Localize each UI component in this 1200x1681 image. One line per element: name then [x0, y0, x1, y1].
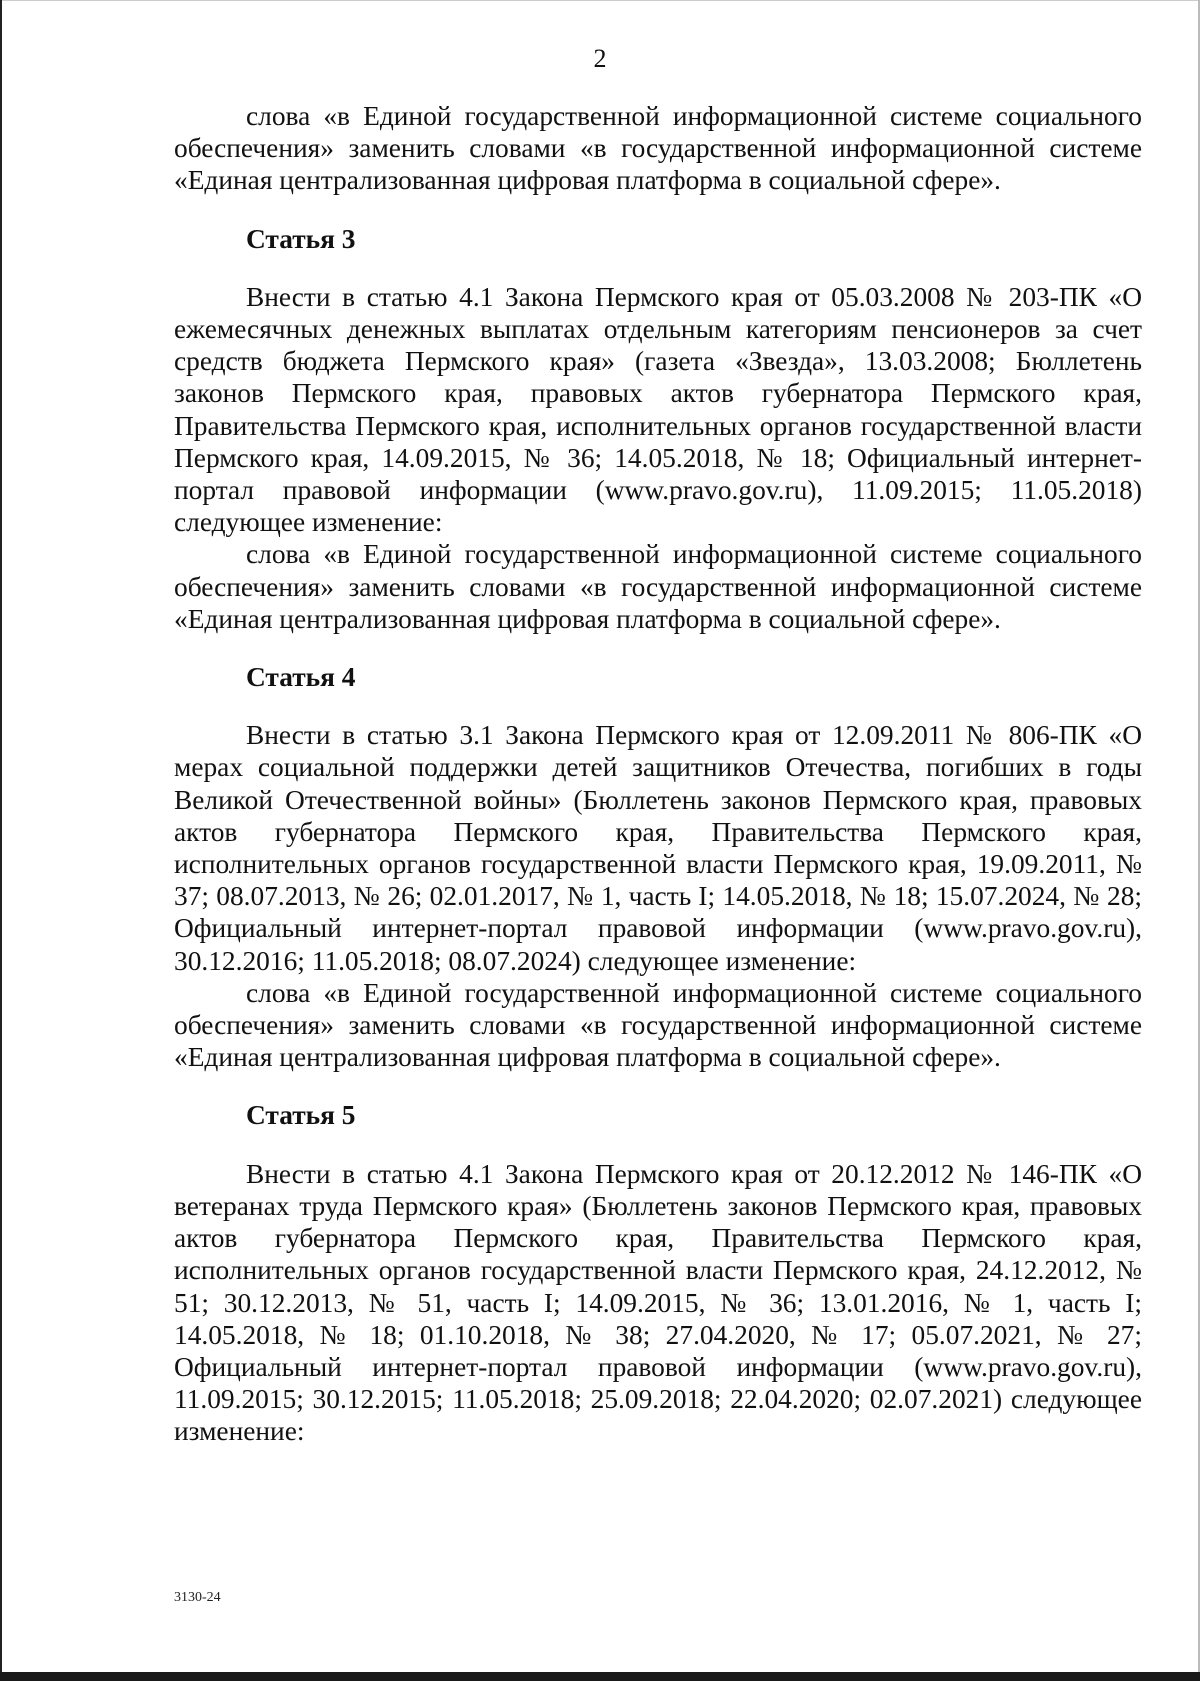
scan-edge-bottom: [0, 1672, 1200, 1681]
spacer: [174, 1073, 1142, 1099]
paragraph: слова «в Единой государственной информационной системе социального обеспечения» заменить словами «в государственной информационной системе «Единая централизованная цифровая платформа в социальной сфере».: [174, 101, 1142, 196]
scan-edge-top: [0, 0, 1200, 1]
spacer: [174, 197, 1142, 223]
document-code: 3130-24: [174, 1590, 221, 1605]
spacer: [174, 255, 1142, 281]
scan-edge-left: [0, 0, 2, 1681]
article-heading: Статья 4: [246, 662, 356, 693]
article-heading: Статья 5: [246, 1100, 356, 1131]
paragraph: слова «в Единой государственной информационной системе социального обеспечения» заменить словами «в государственной информационной системе «Единая централизованная цифровая платформа в социальной сфере».: [174, 539, 1142, 634]
paragraph: Внести в статью 3.1 Закона Пермского края от 12.09.2011 № 806-ПК «О мерах социальной поддержки детей защитников Отечества, погибших в годы Великой Отечественной войны» (Бюллетень законов Пермского края, правовых актов губернатора Пермского края, Правительства Пермского края, исполнительных органов государственной власти Пермского края, 19.09.2011, № 37; 08.07.2013, № 26; 02.01.2017, № 1, часть I; 14.05.2018, № 18; 15.07.2024, № 28; Официальный интернет-портал правовой информации (www.pravo.gov.ru), 30.12.2016; 11.05.2018; 08.07.2024) следующее изменение:: [174, 720, 1142, 976]
spacer: [174, 635, 1142, 661]
paragraph: Внести в статью 4.1 Закона Пермского края от 05.03.2008 № 203-ПК «О ежемесячных денежных выплатах отдельным категориям пенсионеров за счет средств бюджета Пермского края» (газета «Звезда», 13.03.2008; Бюллетень законов Пермского края, правовых актов губернатора Пермского края, Правительства Пермского края, исполнительных органов государственной власти Пермского края, 14.09.2015, № 36; 14.05.2018, № 18; Официальный интернет-портал правовой информации (www.pravo.gov.ru), 11.09.2015; 11.05.2018) следующее изменение:: [174, 281, 1142, 538]
spacer: [174, 693, 1142, 719]
page-number: 2: [593, 44, 607, 73]
spacer: [174, 1132, 1142, 1158]
paragraph: Внести в статью 4.1 Закона Пермского края от 20.12.2012 № 146-ПК «О ветеранах труда Пермского края» (Бюллетень законов Пермского края, правовых актов губернатора Пермского края, Правительства Пермского края, исполнительных органов государственной власти Пермского края, 24.12.2012, № 51; 30.12.2013, № 51, часть I; 14.09.2015, № 36; 13.01.2016, № 1, часть I; 14.05.2018, № 18; 01.10.2018, № 38; 27.04.2020, № 17; 05.07.2021, № 27; Официальный интернет-портал правовой информации (www.pravo.gov.ru), 11.09.2015; 30.12.2015; 11.05.2018; 25.09.2018; 22.04.2020; 02.07.2021) следующее изменение:: [174, 1158, 1142, 1447]
article-heading: Статья 3: [246, 223, 356, 254]
paragraph: слова «в Единой государственной информационной системе социального обеспечения» заменить словами «в государственной информационной системе «Единая централизованная цифровая платформа в социальной сфере».: [174, 977, 1142, 1073]
document-body: [174, 100, 1142, 1448]
